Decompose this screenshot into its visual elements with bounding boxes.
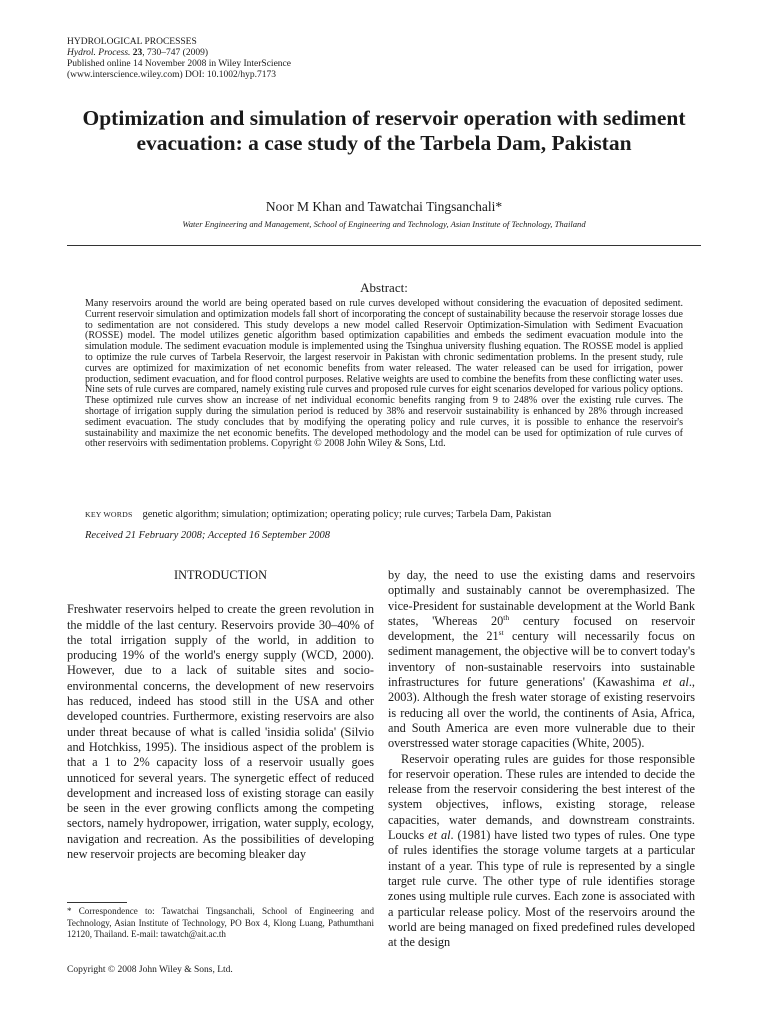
journal-header (67, 37, 467, 81)
left-column (67, 568, 374, 862)
abstract-body: Many reservoirs around the world are being operated based on rule curves developed without considering the evacuation of deposited sediment. Current reservoir simulation and optimization models fall short of incorporating the concept of sustainability because the reservoir storage losses due to sedimentation are not considered. This study develops a new model called Reservoir Optimization-Simulation with Sediment Evacuation (ROSSE) model. The model utilizes genetic algorithm based optimization capabilities and embeds the sediment evacuation module into the simulation module. The sediment evacuation module is implemented using the Tsinghua university flushing equation. The ROSSE model is applied to optimize the rule curves of Tarbela Reservoir, the largest reservoir in Pakistan with chronic sedimentation problems. In the present study, rule curves are optimized for maximization of net economic benefits from water released. The water released can be used for irrigation, power production, sediment evacuation, and for flood control purposes. Relative weights are used to combine the benefits from these conflicting water uses. Nine sets of rule curves are compared, namely existing rule curves and proposed rule curves for eight scenarios developed for various policy options. These optimized rule curves show an increase of net individual economic benefits ranging from 9 to 248% over the existing rule curves. The shortage of irrigation supply during the simulation period is reduced by 38% and reservoir sustainability is enhanced by 28% through increased sediment evacuation. The study concludes that by modifying the operating policy and rule curves, it is possible to enhance the reservoir's sustainability and maximize the net economic benefits. The developed methodology and the model can be used for optimization of rule curves of other reservoirs with sedimentation problems. Copyright © 2008 John Wiley & Sons, Ltd. (85, 298, 683, 450)
abstract-heading: Abstract: (360, 280, 408, 295)
citation-pages: , 730–747 (2009) (142, 48, 208, 58)
citation-volume: 23 (132, 48, 143, 58)
published-line: Published online 14 November 2008 in Wiley InterScience (67, 59, 291, 69)
intro-paragraph-continued: by day, the need to use the existing dams and reservoirs optimally and sustainably cannot be overemphasized. The vice-President for sustainable development at the World Bank states, 'Whereas 20th century focused on reservoir development, the 21st century will necessarily focus on sediment management, the objective will be to convert today's inventory of non-sustainable reservoirs into sustainable infrastructures for future generations' (Kawashima et al., 2003). Although the fresh water storage of existing reservoirs is reducing all over the world, the continents of Asia, Africa, and South America are even more vulnerable due to their overstressed water storage capacities (White, 2005). (388, 568, 695, 751)
intro-paragraph-2: Reservoir operating rules are guides for those responsible for reservoir operation. These rules are intended to decide the release from the reservoir considering the best interest of the system objectives, inflows, existing storage, release capacities, water demands, and downstream constraints. Loucks et al. (1981) have listed two types of rules. One type of rules identifies the storage volume targets at a particular instant of a year. This type of rule is represented by a single target rule curve. The other type of rule identifies storage zones using multiple rule curves. Each zone is associated with a particular release policy. Most of the reservoirs around the world are being managed on fixed predefined rules developed at the design (388, 751, 696, 950)
paper-title: Optimization and simulation of reservoir operation with sediment evacuation: a case study of the Tarbela Dam, Pakistan (82, 106, 686, 155)
doi-line: (www.interscience.wiley.com) DOI: 10.1002/hyp.7173 (67, 70, 277, 80)
citation-journal: Hydrol. Process. (67, 48, 131, 58)
copyright-footer: Copyright © 2008 John Wiley & Sons, Ltd. (67, 965, 233, 975)
journal-name: HYDROLOGICAL PROCESSES (67, 37, 197, 47)
keywords-label: KEY WORDS (85, 510, 133, 519)
received-dates: Received 21 February 2008; Accepted 16 September 2008 (85, 530, 331, 541)
keywords (85, 509, 683, 520)
keywords-text: genetic algorithm; simulation; optimization; operating policy; rule curves; Tarbela Dam, Pakistan (142, 509, 552, 520)
correspondence-footnote: * Correspondence to: Tawatchai Tingsanchali, School of Engineering and Technology, Asian Institute of Technology, PO Box 4, Klong Luang, Pathumthani 12120, Thailand. E-mail: tawatch@ait.ac.th (67, 906, 374, 940)
intro-paragraph-1: Freshwater reservoirs helped to create the green revolution in the middle of the last century. Reservoirs provide 30–40% of the total irrigation supply of the world, in addition to producing 19% of the world's energy supply (WCD, 2000). However, due to a lack of suitable sites and socio-environmental concerns, the development of new reservoirs has reduced, indeed has stood still in the USA and other developed countries. Furthermore, existing reservoirs are also under threat because of what is called 'insidia solida' (Silvio and Hotchkiss, 1995). The insidious aspect of the problem is that a 1 to 2% capacity loss of a reservoir usually goes unnoticed for several years. The synergetic effect of reduced development and increased loss of existing storage can easily be seen in the ever growing conflicts among the competing sectors, namely hydropower, irrigation, water supply, ecology, navigation and recreation. As the possibilities of developing new reservoir projects are becoming bleaker day (67, 602, 374, 862)
right-column (388, 568, 695, 950)
footnote-divider (67, 902, 127, 903)
affiliation: Water Engineering and Management, School of Engineering and Technology, Asian Institute of Technology, Thailand (182, 219, 586, 229)
citation-line (67, 48, 467, 59)
top-divider (67, 245, 701, 246)
introduction-heading: INTRODUCTION (174, 568, 267, 582)
authors: Noor M Khan and Tawatchai Tingsanchali* (265, 199, 503, 214)
